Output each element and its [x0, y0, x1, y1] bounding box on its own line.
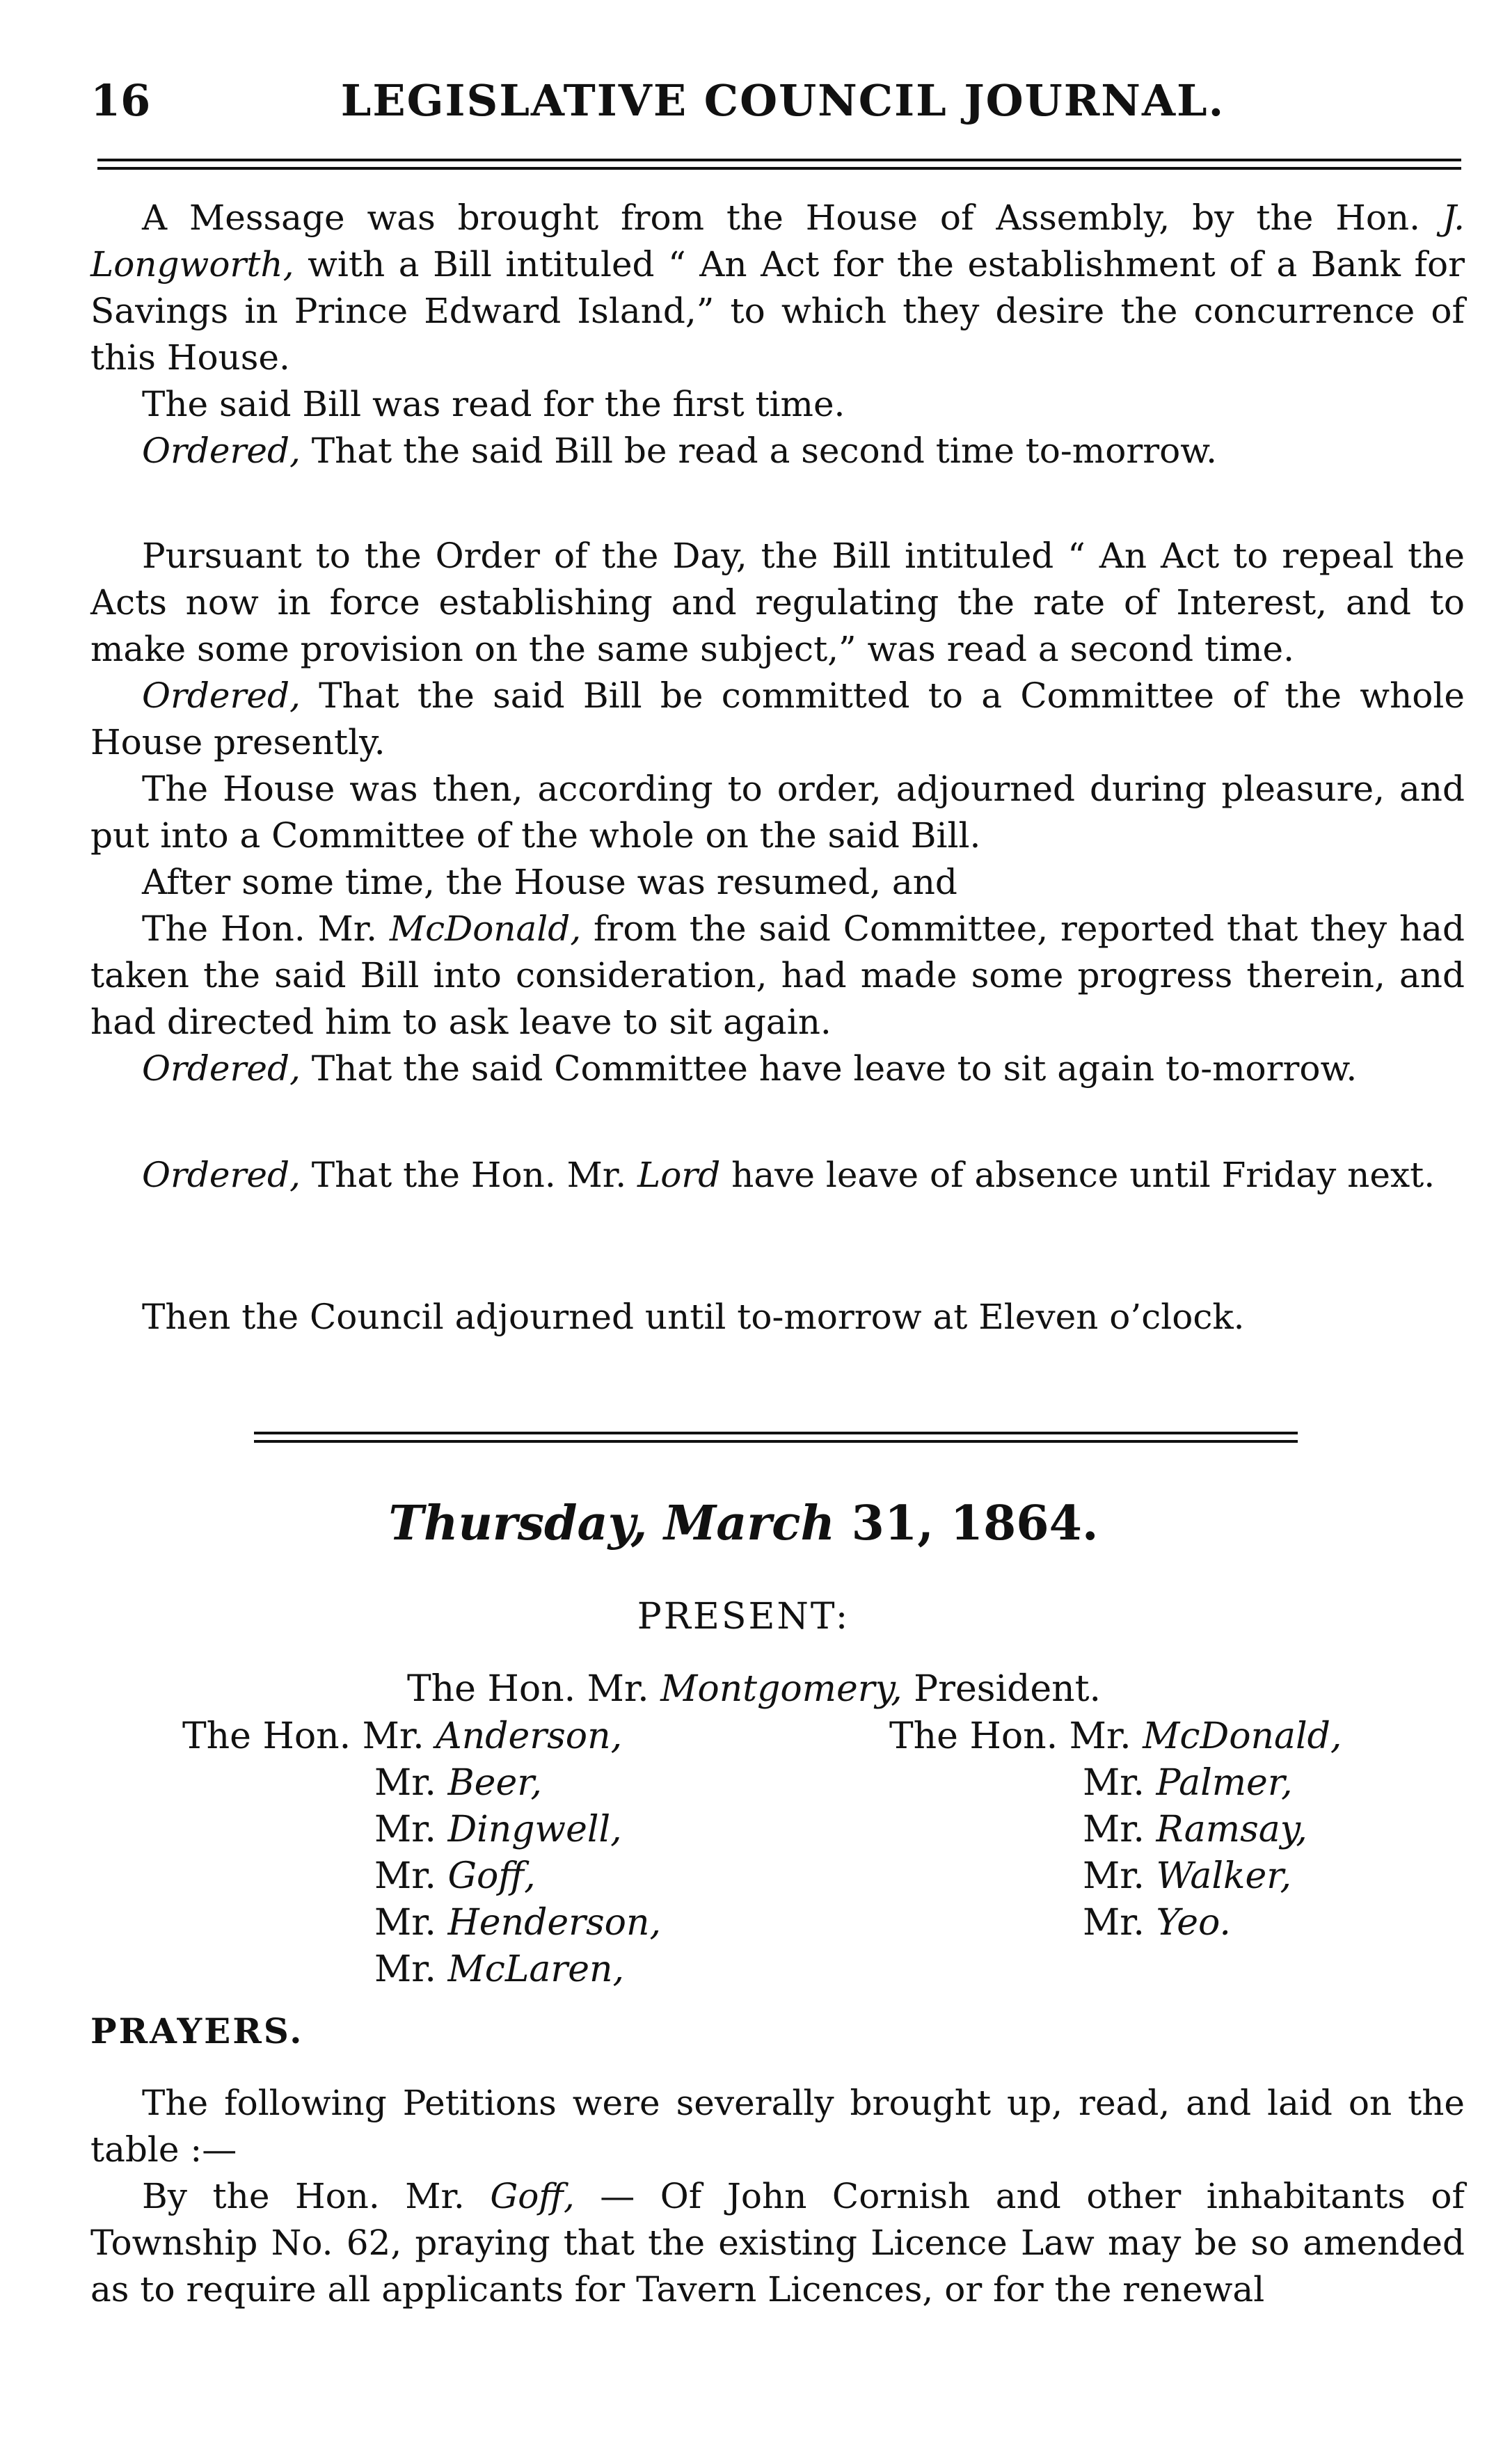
prayers-heading: PRAYERS. [90, 2010, 304, 2051]
paragraph-first-reading: The said Bill was read for the first time. [142, 384, 845, 424]
petitions-section [90, 2080, 1465, 2313]
member-right-2: Mr. Palmer, [1083, 1762, 1293, 1804]
page-number: 16 [90, 75, 151, 126]
member-left-1: The Hon. Mr. Anderson, [182, 1715, 623, 1757]
paragraph-committee-report: The Hon. Mr. McDonald, from the said Committee, reported that they had taken the said Bill into consideration, had made some progress therein, and had directed him to ask leave to sit again. [90, 909, 1465, 1042]
header-rule-top [97, 159, 1461, 161]
sitting-date-heading: Thursday, March 31, 1864. [388, 1496, 1099, 1551]
paragraph-petitions-intro: The following Petitions were severally brought up, read, and laid on the table :— [90, 2083, 1465, 2170]
paragraph-order-committee: Ordered, That the said Bill be committed to a Committee of the whole House presently. [90, 675, 1465, 762]
present-label: PRESENT: [637, 1596, 850, 1638]
member-left-5: Mr. Henderson, [374, 1902, 661, 1944]
member-left-4: Mr. Goff, [374, 1855, 536, 1897]
member-right-5: Mr. Yeo. [1083, 1902, 1231, 1944]
running-title: LEGISLATIVE COUNCIL JOURNAL. [340, 75, 1225, 126]
paragraph-petition-goff: By the Hon. Mr. Goff, — Of John Cornish and other inhabitants of Township No. 62, praying that the existing Licence Law may be so amended as to require all applicants for Tavern Licences, or for the renewal [90, 2176, 1465, 2310]
adjournment-section [90, 1294, 1465, 1341]
leave-section [90, 1152, 1465, 1199]
paragraph-order-second-reading: Ordered, That the said Bill be read a second time to-morrow. [142, 431, 1217, 471]
paragraph-message: A Message was brought from the House of Assembly, by the Hon. J. Longworth, with a Bill intituled “ An Act for the establishment of a Bank for Savings in Prince Edward Island,” to which they desire the concurrence of this House. [90, 198, 1465, 378]
member-name: J. Longworth, [90, 198, 1465, 285]
header-rule-bottom [97, 167, 1461, 170]
paragraph-interest-bill: Pursuant to the Order of the Day, the Bill intituled “ An Act to repeal the Acts now in force establishing and regulating the rate of Interest, and to make some provision on the same subject,” was read a second time. [90, 536, 1465, 669]
paragraph-leave-absence: Ordered, That the Hon. Mr. Lord have leave of absence until Friday next. [142, 1155, 1436, 1195]
member-right-3: Mr. Ramsay, [1083, 1809, 1307, 1850]
paragraph-resumed: After some time, the House was resumed, and [142, 862, 957, 902]
paragraph-committee-whole: The House was then, according to order, adjourned during pleasure, and put into a Committee of the whole on the said Bill. [90, 769, 1465, 856]
member-left-6: Mr. McLaren, [374, 1949, 625, 1990]
member-left-3: Mr. Dingwell, [374, 1809, 622, 1850]
section-rule-top [254, 1432, 1298, 1434]
page-header [90, 75, 1475, 138]
member-right-4: Mr. Walker, [1083, 1855, 1291, 1897]
member-right-1: The Hon. Mr. McDonald, [889, 1715, 1342, 1757]
member-left-2: Mr. Beer, [374, 1762, 542, 1804]
interest-bill-section [90, 533, 1465, 1092]
paragraph-order-sit-again: Ordered, That the said Committee have leave to sit again to-morrow. [142, 1048, 1358, 1089]
president-line: The Hon. Mr. Montgomery, President. [407, 1668, 1102, 1710]
paragraph-adjournment: Then the Council adjourned until to-morrow at Eleven o’clock. [142, 1297, 1245, 1337]
section-rule-bottom [254, 1440, 1298, 1443]
message-section [90, 195, 1465, 474]
